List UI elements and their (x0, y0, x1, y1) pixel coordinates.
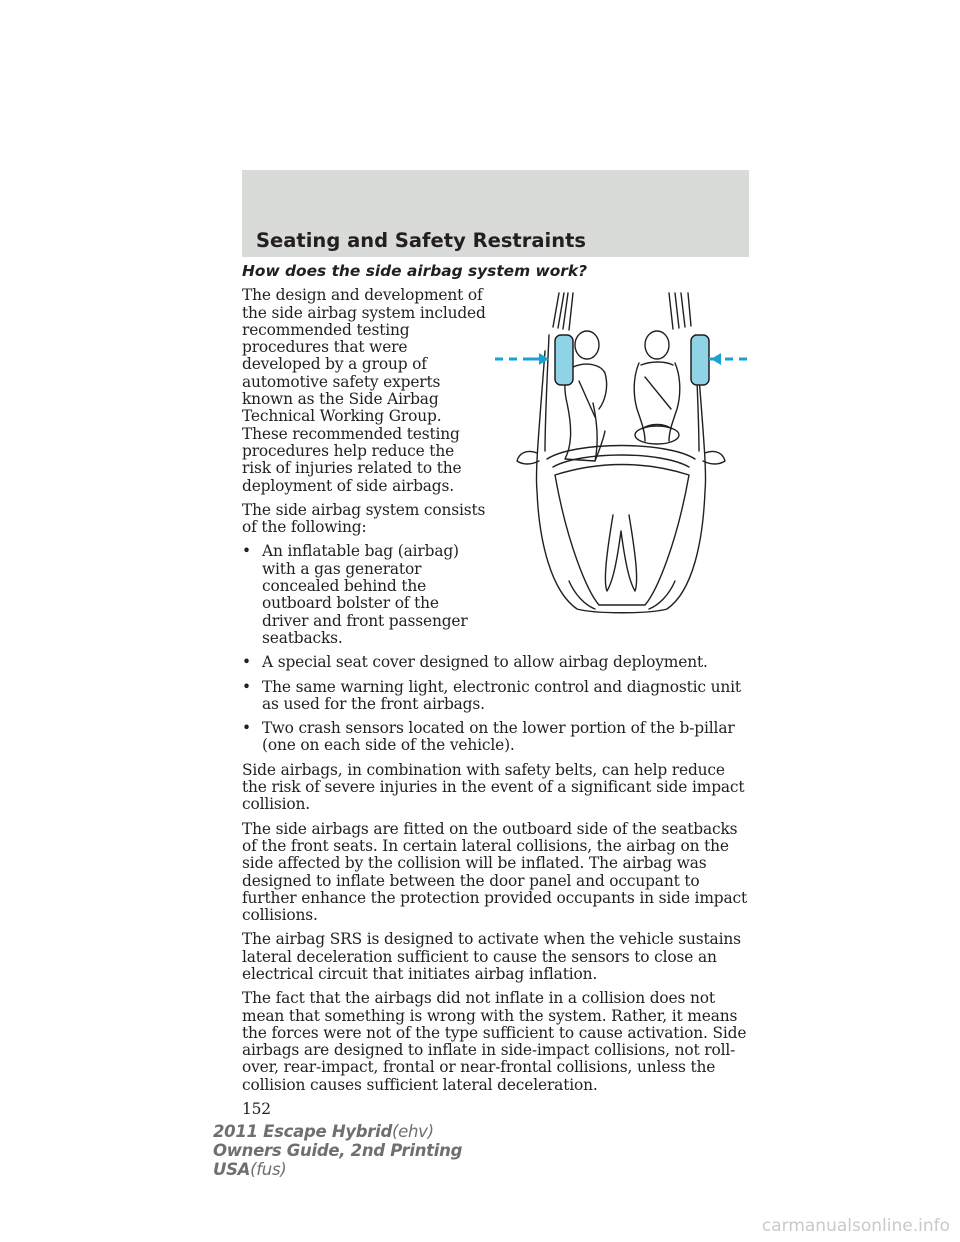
list-item (242, 679, 749, 714)
body-paragraph: The airbag SRS is designed to activate when the vehicle sustains lateral deceleration sufficient to cause the sensors to close an electrical circuit that initiates airbag inflation. (242, 930, 741, 983)
list-item (242, 654, 749, 671)
list-item-text: The same warning light, electronic control and diagnostic unit as used for the front airbags. (262, 677, 741, 713)
list-item (242, 543, 749, 647)
section-header-band (242, 170, 749, 257)
footer-line-guide: Owners Guide, 2nd Printing (213, 1141, 463, 1160)
bullet-icon: • (242, 677, 251, 696)
list-item-text: Two crash sensors located on the lower portion of the b-pillar (one on each side of the vehicle). (262, 719, 735, 755)
document-footer (213, 1122, 462, 1179)
footer-model-code: (ehv) (392, 1122, 434, 1141)
body-paragraph: The side airbags are fitted on the outboard side of the seatbacks of the front seats. In certain lateral collisions, the airbag on the side affected by the collision will be inflated. The airbag was designed to inflate between the door panel and occupant to further enhance the protection provided occupants in side impact collisions. (242, 819, 748, 925)
watermark: carmanualsonline.info (761, 1216, 950, 1236)
intro-paragraph: The design and development of the side airbag system included recommended testing procedures that were developed by a group of automotive safety experts known as the Side Airbag Technical Working Group. These recommended testing procedures help reduce the risk of injuries related to the deployment of side airbags. (242, 286, 486, 495)
bullet-icon: • (242, 653, 251, 672)
list-item-text: An inflatable bag (airbag) with a gas generator concealed behind the outboard bolster of the driver and front passenger seatbacks. (262, 542, 468, 647)
page-number: 152 (242, 1100, 271, 1119)
footer-line-model (213, 1122, 462, 1141)
components-list (242, 543, 749, 754)
footer-model: 2011 Escape Hybrid (213, 1122, 393, 1141)
list-item-text: A special seat cover designed to allow airbag deployment. (262, 653, 708, 672)
body-paragraph: The fact that the airbags did not inflate in a collision does not mean that something is wrong with the system. Rather, it means the forces were not of the type sufficient to cause activation. Side airbags are designed to inflate in side-impact collisions, not roll-over, rear-impact, frontal or near-frontal collisions, unless the collision causes sufficient lateral deceleration. (242, 989, 747, 1094)
footer-line-market (213, 1160, 462, 1179)
footer-market-code: (fus) (250, 1160, 287, 1179)
subheading: How does the side airbag system work? (242, 262, 588, 280)
section-title: Seating and Safety Restraints (256, 229, 587, 252)
list-item (242, 720, 749, 755)
consists-of-paragraph: The side airbag system consists of the following: (242, 500, 486, 537)
bullet-icon: • (242, 719, 251, 738)
bullet-icon: • (242, 542, 251, 561)
page-content (242, 263, 749, 1118)
body-paragraph: Side airbags, in combination with safety belts, can help reduce the risk of severe injuries in the event of a significant side impact collision. (242, 760, 745, 814)
footer-market: USA (213, 1160, 251, 1179)
